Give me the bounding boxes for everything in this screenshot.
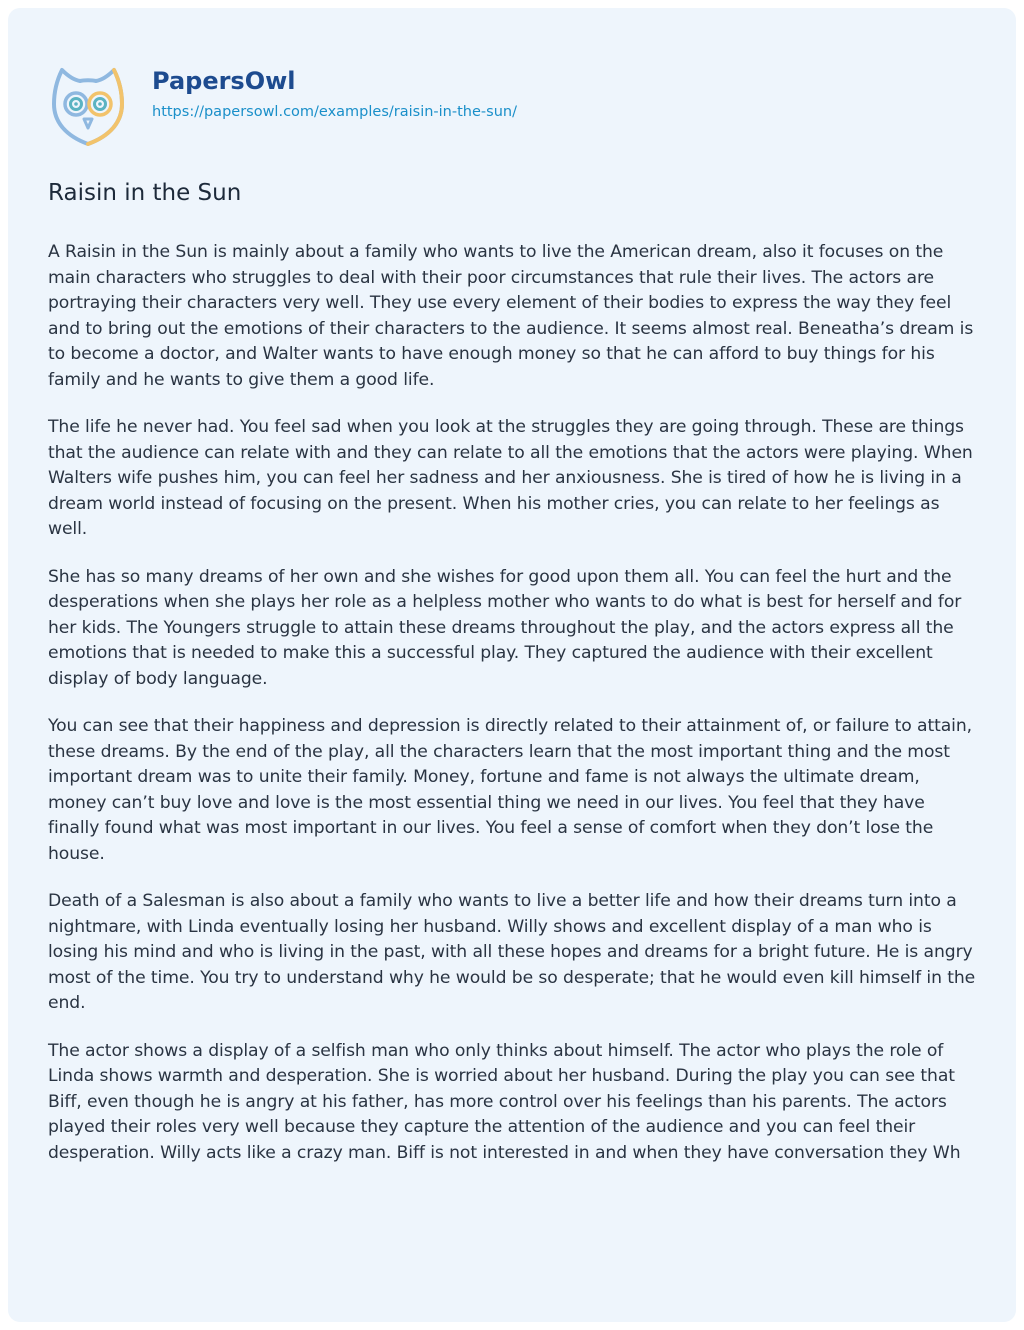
source-url-link[interactable]: https://papersowl.com/examples/raisin-in-the-sun/: [152, 104, 517, 120]
paragraph: A Raisin in the Sun is mainly about a family who wants to live the American dream, also it focuses on the main characters who struggles to deal with their poor circumstances that rule their lives. The actors are portraying their characters very well. They use every element of their bodies to express the way they feel and to bring out the emotions of their characters to the audience. It seems almost real. Beneatha’s dream is to become a doctor, and Walter wants to have enough money so that he can afford to buy things for his family and he wants to give them a good life.: [48, 242, 974, 390]
paragraph: The life he never had. You feel sad when you look at the struggles they are going through. These are things that the audience can relate with and they can relate to all the emotions that the actors were playing. When Walters wife pushes him, you can feel her sadness and her anxiousness. She is tired of how he is living in a dream world instead of focusing on the present. When his mother cries, you can relate to her feelings as well.: [48, 417, 973, 539]
brand-block: [152, 64, 517, 122]
paragraph: You can see that their happiness and depression is directly related to their attainment of, or failure to attain, these dreams. By the end of the play, all the characters learn that the most important thing and the most important dream was to unite their family. Money, fortune and fame is not always the ultimate dream, money can’t buy love and love is the most essential thing we need in our lives. You feel that they have finally found what was most important in our lives. You feel a sense of comfort when they don’t lose the house.: [48, 716, 972, 864]
document-card: [8, 8, 1016, 1322]
document-body: [48, 240, 978, 1188]
paragraph: She has so many dreams of her own and she wishes for good upon them all. You can feel the hurt and the desperations when she plays her role as a helpless mother who wants to do what is best for herself and for her kids. The Youngers struggle to attain these dreams throughout the play, and the actors express all the emotions that is needed to make this a successful play. They captured the audience with their excellent display of body language.: [48, 566, 962, 689]
brand-name: PapersOwl: [152, 67, 296, 95]
document-title: Raisin in the Sun: [48, 180, 242, 206]
owl-logo-icon: [48, 64, 128, 148]
paragraph: The actor shows a display of a selfish man who only thinks about himself. The actor who plays the role of Linda shows warmth and desperation. She is worried about her husband. During the play you can see that Biff, even though he is angry at his father, has more control over his feelings than his parents. The actors played their roles very well because they capture the attention of the audience and you can feel their desperation. Willy acts like a crazy man. Biff is not interested in and when they have conversation they Wh: [48, 1040, 961, 1163]
paragraph: Death of a Salesman is also about a family who wants to live a better life and how their dreams turn into a nightmare, with Linda eventually losing her husband. Willy shows and excellent display of a man who is losing his mind and who is living in the past, with all these hopes and dreams for a bright future. He is angry most of the time. You try to understand why he would be so desperate; that he would even kill himself in the end.: [48, 891, 976, 1013]
